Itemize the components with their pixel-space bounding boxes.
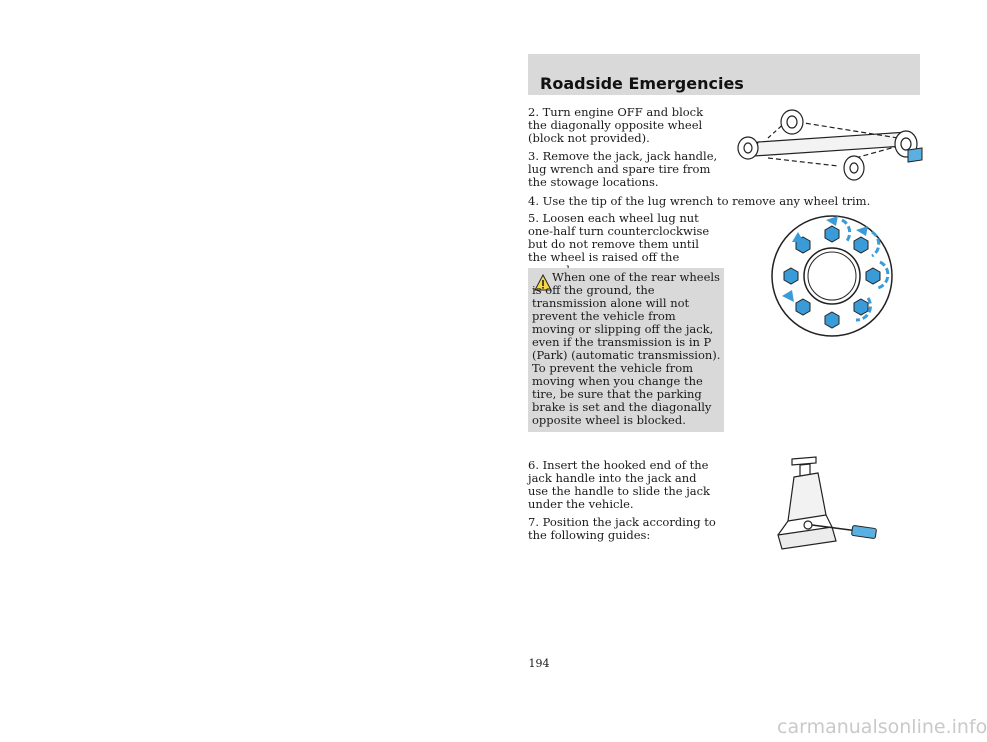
- section-title: Roadside Emergencies: [540, 74, 744, 93]
- jack-illustration: [770, 455, 880, 555]
- step-7-text: 7. Position the jack according to the following guides:: [528, 515, 716, 542]
- lug-nut-wheel-illustration: [768, 212, 896, 340]
- wheel-block-icon: [908, 148, 922, 162]
- section-header: [528, 54, 920, 95]
- step-2-text: 2. Turn engine OFF and block the diagonally opposite wheel (block not provided).: [528, 105, 704, 145]
- warning-text: When one of the rear wheels is off the ground, the transmission alone will not prevent the vehicle from moving or slipping off the jack, even if the transmission is in P (Park) (automatic transmission). To prevent the vehicle from moving when you change the tire, be sure that the parking brake is set and the diagonally opposite wheel is blocked.: [532, 270, 721, 427]
- page-number: 194: [528, 657, 550, 670]
- step-4-text: 4. Use the tip of the lug wrench to remove any wheel trim.: [528, 194, 871, 208]
- chassis-illustration: [728, 100, 924, 186]
- watermark: carmanualsonline.info: [777, 716, 987, 738]
- step-6-text: 6. Insert the hooked end of the jack handle into the jack and use the handle to slide the jack under the vehicle.: [528, 458, 711, 511]
- jack-handle-icon: [851, 525, 876, 538]
- step-3-text: 3. Remove the jack, jack handle, lug wrench and spare tire from the stowage locations.: [528, 149, 718, 189]
- warning-box: [528, 268, 724, 432]
- step-5-text: 5. Loosen each wheel lug nut one-half turn counterclockwise but do not remove them until the wheel is raised off the: [528, 211, 710, 264]
